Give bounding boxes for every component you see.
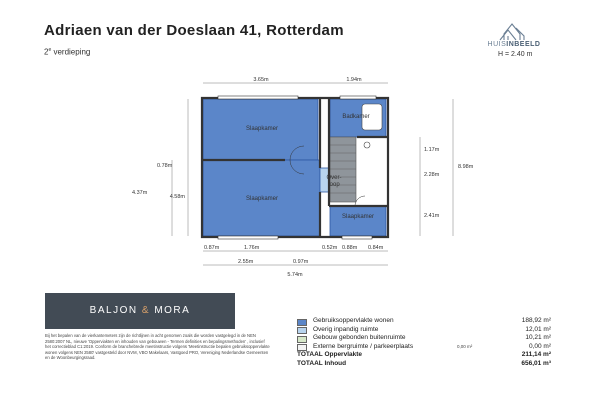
- legend-swatch: [297, 344, 307, 351]
- label-line: Over-: [326, 175, 342, 181]
- brand-name-right: MORA: [154, 305, 191, 316]
- brand-name: [45, 293, 235, 329]
- total-label: TOTAAL Oppervlakte: [297, 351, 363, 358]
- brand-ampersand: &: [141, 305, 151, 316]
- legend-row: [297, 317, 551, 326]
- legend-row: [297, 343, 551, 352]
- total-value: 656,01 m³: [521, 359, 551, 367]
- room-slaapkamer-3: [330, 206, 386, 236]
- dim-bottom-3: 0.52m: [322, 245, 338, 251]
- label-line: loop: [328, 182, 340, 188]
- logo-text-bold: INBEELD: [506, 41, 541, 48]
- dim-bottom-1: 0.87m: [204, 245, 220, 251]
- total-label: TOTAAL Inhoud: [297, 359, 347, 367]
- total-row: [297, 360, 551, 369]
- dim-bottom-7: 0.97m: [293, 259, 309, 265]
- dim-right-3: 2.41m: [424, 213, 440, 219]
- floor-label: [44, 47, 90, 57]
- washbasin-icon: [364, 142, 370, 148]
- dim-top-right: 1.94m: [346, 77, 362, 83]
- dim-bottom-2: 1.76m: [244, 245, 260, 251]
- floor-plan: [120, 70, 480, 290]
- legend-label: Gebruiksoppervlakte wonen: [313, 317, 394, 324]
- legend-label: Externe bergruimte / parkeerplaats: [313, 342, 414, 350]
- dim-bottom-4: 0.88m: [342, 245, 358, 251]
- dim-right-total: 8.98m: [458, 164, 474, 170]
- legend-extra-value: 0,00 m²: [457, 343, 473, 349]
- page-title: Adriaen van der Doeslaan 41, Rotterdam: [44, 22, 344, 39]
- floor-word: verdieping: [51, 47, 91, 57]
- dim-left-outer: 4.37m: [132, 190, 148, 196]
- dim-right-1: 1.17m: [424, 147, 440, 153]
- legend-swatch: [297, 327, 307, 334]
- room-label-slaapkamer-2: Slaapkamer: [245, 196, 279, 202]
- dim-top-left: 3.65m: [253, 77, 269, 83]
- area-legend: [297, 317, 551, 368]
- legend-swatch: [297, 319, 307, 326]
- dim-left-inner: 4.58m: [169, 194, 185, 200]
- room-label-badkamer: Badkamer: [342, 114, 370, 120]
- legend-row: [297, 334, 551, 343]
- floor-ordinal: e: [48, 47, 52, 53]
- legend-label: Gebouw gebonden buitenruimte: [313, 334, 406, 341]
- brand-name-left: BALJON: [89, 305, 138, 316]
- dim-bottom-total: 5.74m: [287, 272, 303, 278]
- dim-bottom-5: 0.84m: [368, 245, 384, 251]
- measurement-disclaimer: Bij het bepalen van de vierkantemeters zijn de richtlijnen in acht genomen zoals die worden vastgelegd in de NEN 2580:2007 NL, nieuwe 'Opperviakten en inhouden van gebouwen - Termen definities en bepalingsmethoden' , inclusief het correctieblad C1:2019. Conform de branchebrede meetinstructie volgens 'Meetinstructie bepalen gebruiksoppervlakte wonen volgens NEN 2580' vastgesteld door NVM, VBO Makelaars, Vastgoed PRO, Vereniging Nederlandse Gemeenten en de Woonbeurgingsraad.: [45, 333, 270, 361]
- stairs-icon: [330, 137, 356, 202]
- dim-right-2: 2.28m: [424, 172, 440, 178]
- legend-value: 0,00 m²: [528, 342, 551, 350]
- logo-wordmark: [478, 41, 550, 48]
- floor-number: 2: [44, 47, 49, 57]
- legend-swatch: [297, 336, 307, 343]
- dim-left-small: 0.78m: [157, 163, 173, 169]
- legend-label: Overig inpandig ruimte: [313, 325, 379, 333]
- room-label-slaapkamer-1: Slaapkamer: [245, 126, 279, 132]
- room-label-overloop: [327, 175, 342, 188]
- legend-row: [297, 326, 551, 335]
- room-label-slaapkamer-3: Slaapkamer: [341, 214, 375, 220]
- legend-value: 188,92 m²: [521, 317, 551, 324]
- total-value: 211,14 m²: [521, 351, 551, 358]
- dim-bottom-6: 2.55m: [238, 259, 254, 265]
- logo-text-light: HUIS: [487, 41, 507, 48]
- height-label: H = 2.40 m: [498, 51, 533, 58]
- legend-value: 12,01 m²: [525, 325, 551, 333]
- total-row: [297, 351, 551, 360]
- legend-value: 10,21 m²: [525, 334, 551, 341]
